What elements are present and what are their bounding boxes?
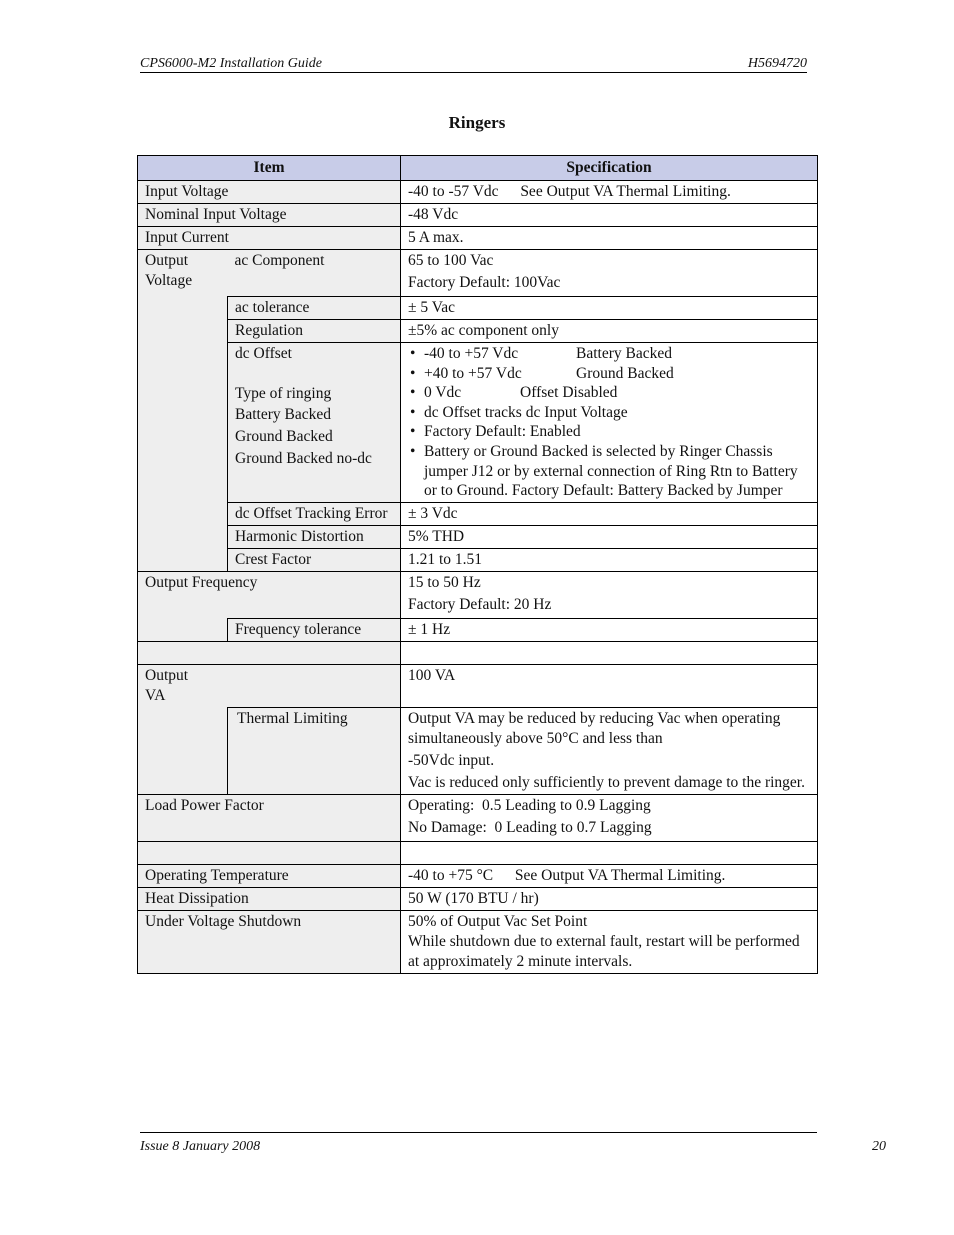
row-value bbox=[401, 181, 818, 204]
row-value bbox=[401, 864, 818, 887]
row-label: ac tolerance bbox=[228, 297, 401, 320]
table-row bbox=[138, 664, 818, 707]
table-row bbox=[138, 250, 818, 297]
document-number: H5694720 bbox=[747, 56, 807, 71]
row-value bbox=[401, 343, 818, 503]
table-row bbox=[138, 204, 818, 227]
row-label: Load Power Factor bbox=[138, 794, 401, 841]
dc-offset-bullet-list bbox=[408, 344, 810, 501]
list-item bbox=[424, 364, 810, 384]
bullet-text: Offset Disabled bbox=[520, 384, 618, 402]
label-line: Ground Backed bbox=[235, 428, 333, 445]
table-row bbox=[138, 618, 818, 641]
row-value bbox=[401, 794, 818, 841]
empty-cell bbox=[138, 641, 401, 664]
row-value: 100 VA bbox=[401, 664, 818, 707]
table-row bbox=[138, 548, 818, 571]
table-row bbox=[138, 502, 818, 525]
table-row bbox=[138, 227, 818, 250]
bullet-text: +40 to +57 Vdc bbox=[424, 364, 522, 382]
row-value: ± 5 Vac bbox=[401, 297, 818, 320]
list-item bbox=[424, 442, 810, 501]
empty-cell bbox=[401, 841, 818, 864]
empty-row bbox=[138, 641, 818, 664]
spec-column-header: Specification bbox=[401, 156, 818, 181]
row-label: Nominal Input Voltage bbox=[138, 204, 401, 227]
table-row bbox=[138, 910, 818, 973]
empty-cell bbox=[138, 841, 401, 864]
group-label bbox=[138, 664, 228, 794]
bullet-text: Battery Backed bbox=[576, 345, 672, 362]
row-value bbox=[401, 250, 818, 297]
item-column-header: Item bbox=[138, 156, 401, 181]
value-line: 65 to 100 Vac bbox=[408, 252, 494, 269]
empty-cell bbox=[401, 641, 818, 664]
bullet-text: -40 to +57 Vdc bbox=[424, 345, 519, 362]
value-line: While shutdown due to external fault, restart will be performed at approximately 2 minute intervals. bbox=[408, 932, 800, 970]
row-label: Input Voltage bbox=[138, 181, 401, 204]
row-label: ac Component bbox=[228, 250, 401, 297]
section-title: Ringers bbox=[448, 113, 506, 132]
bullet-text: Ground Backed bbox=[576, 364, 674, 382]
row-label: Thermal Limiting bbox=[228, 707, 401, 794]
row-value: 50 W (170 BTU / hr) bbox=[401, 887, 818, 910]
footer-rule bbox=[140, 1132, 817, 1133]
issue-date: Issue 8 January 2008 bbox=[140, 1139, 261, 1154]
table-row bbox=[138, 181, 818, 204]
row-value: ± 1 Hz bbox=[401, 618, 818, 641]
value-line: 15 to 50 Hz bbox=[408, 573, 481, 591]
group-label-line: Output bbox=[145, 666, 189, 684]
list-item bbox=[424, 344, 810, 364]
label-line: dc Offset bbox=[235, 345, 292, 362]
row-label-spacer bbox=[138, 618, 228, 641]
bullet-text: Battery or Ground Backed is selected by Ringer Chassis jumper J12 or by external connection of Ring Rtn to Battery or to Ground. Factory Default: Battery Backed by Jumper bbox=[424, 442, 798, 500]
row-value bbox=[401, 571, 818, 618]
label-line: Battery Backed bbox=[235, 406, 331, 423]
table-row bbox=[138, 297, 818, 320]
row-value: 5% THD bbox=[401, 525, 818, 548]
bullet-text: dc Offset tracks dc Input Voltage bbox=[424, 403, 628, 421]
table-header-row bbox=[138, 156, 818, 181]
row-label bbox=[228, 343, 401, 503]
page-header bbox=[140, 56, 807, 73]
row-label: Heat Dissipation bbox=[138, 887, 401, 910]
row-value bbox=[401, 910, 818, 973]
row-value: ±5% ac component only bbox=[401, 320, 818, 343]
value-line: 50% of Output Vac Set Point bbox=[408, 912, 588, 930]
bullet-text: 0 Vdc bbox=[424, 384, 462, 402]
table-row bbox=[138, 525, 818, 548]
table-row bbox=[138, 707, 818, 794]
value-note: See Output VA Thermal Limiting. bbox=[514, 866, 726, 884]
value-line: Vac is reduced only sufficiently to prevent damage to the ringer. bbox=[408, 773, 805, 791]
value-text: -40 to -57 Vdc bbox=[408, 183, 499, 200]
row-value: ± 3 Vdc bbox=[401, 502, 818, 525]
row-label: Under Voltage Shutdown bbox=[138, 910, 401, 973]
empty-row bbox=[138, 841, 818, 864]
group-label-line: VA bbox=[145, 686, 166, 704]
group-label bbox=[138, 250, 228, 572]
row-label-spacer bbox=[228, 664, 401, 707]
list-item bbox=[424, 422, 810, 442]
ringers-spec-table bbox=[137, 155, 818, 974]
value-line: No Damage: 0 Leading to 0.7 Lagging bbox=[408, 818, 652, 836]
row-label: Harmonic Distortion bbox=[228, 525, 401, 548]
table-row bbox=[138, 887, 818, 910]
table-row bbox=[138, 571, 818, 618]
value-line: Output VA may be reduced by reducing Vac when operating simultaneously above 50°C and less than bbox=[408, 709, 781, 747]
table-row bbox=[138, 794, 818, 841]
row-value bbox=[401, 707, 818, 794]
bullet-text: Factory Default: Enabled bbox=[424, 423, 581, 441]
list-item bbox=[424, 383, 810, 403]
row-label: dc Offset Tracking Error bbox=[228, 502, 401, 525]
group-label-line: Voltage bbox=[145, 272, 193, 289]
table-row bbox=[138, 320, 818, 343]
table-row bbox=[138, 343, 818, 503]
row-label: Input Current bbox=[138, 227, 401, 250]
table-row bbox=[138, 864, 818, 887]
value-line: Factory Default: 100Vac bbox=[408, 274, 561, 291]
row-value: 5 A max. bbox=[401, 227, 818, 250]
row-value: 1.21 to 1.51 bbox=[401, 548, 818, 571]
row-label: Crest Factor bbox=[228, 548, 401, 571]
value-text: -40 to +75 °C bbox=[408, 866, 494, 884]
group-label-line: Output bbox=[145, 252, 189, 269]
row-label: Regulation bbox=[228, 320, 401, 343]
label-line: Ground Backed no-dc bbox=[235, 450, 372, 467]
list-item bbox=[424, 403, 810, 423]
row-label: Output Frequency bbox=[138, 571, 401, 618]
document-title: CPS6000-M2 Installation Guide bbox=[140, 56, 322, 71]
row-label: Operating Temperature bbox=[138, 864, 401, 887]
value-note: See Output VA Thermal Limiting. bbox=[520, 183, 731, 200]
value-line: Operating: 0.5 Leading to 0.9 Lagging bbox=[408, 796, 651, 814]
value-line: -50Vdc input. bbox=[408, 751, 495, 769]
page-number: 20 bbox=[872, 1139, 886, 1154]
row-label: Frequency tolerance bbox=[228, 618, 401, 641]
row-value: -48 Vdc bbox=[401, 204, 818, 227]
value-line: Factory Default: 20 Hz bbox=[408, 595, 552, 613]
label-line: Type of ringing bbox=[235, 385, 332, 402]
page-footer bbox=[140, 1132, 886, 1154]
